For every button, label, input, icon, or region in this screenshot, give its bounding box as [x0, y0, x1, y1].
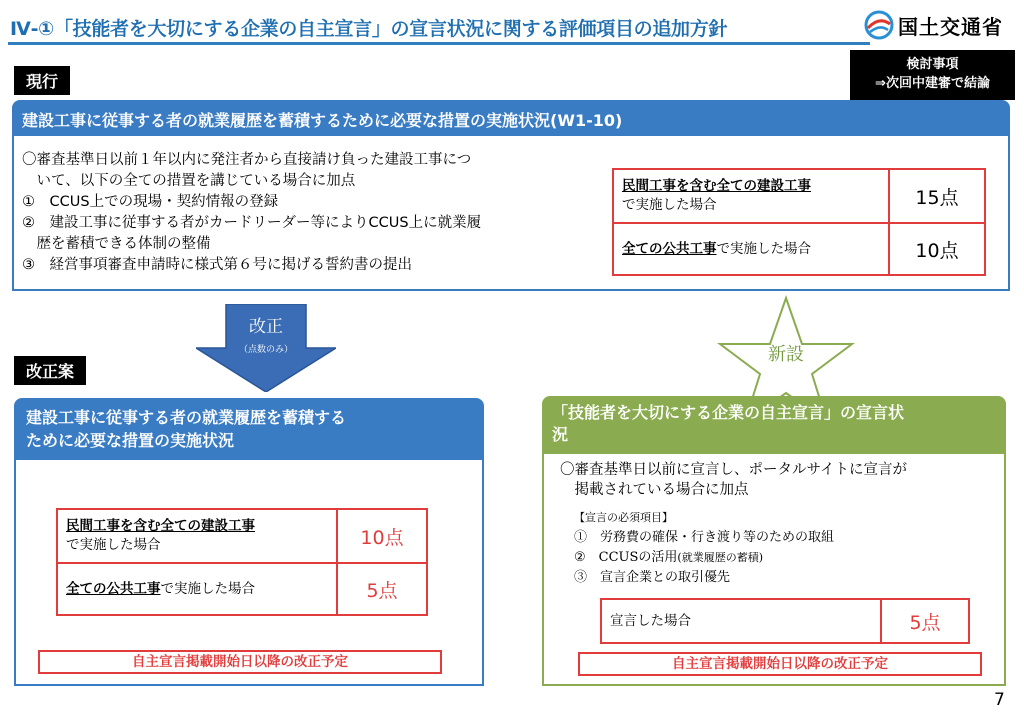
- requirements-title: 【宣言の必須項目】: [574, 511, 673, 524]
- table-row: [57, 563, 427, 615]
- current-line: ② 建設工事に従事する者がカードリーダー等によりCCUS上に就業履: [22, 215, 482, 231]
- revision-footer: 自主宣言掲載開始日以降の改正予定: [38, 650, 442, 674]
- page-title: Ⅳ-①「技能者を大切にする企業の自主宣言」の宣言状況に関する評価項目の追加方針: [10, 18, 728, 40]
- new-heading-line: 「技能者を大切にする企業の自主宣言」の宣言状: [552, 403, 905, 422]
- points-label: 全ての公共工事で実施した場合: [613, 223, 889, 275]
- current-points-table: [612, 168, 986, 276]
- new-line: 〇審査基準日以前に宣言し、ポータルサイトに宣言が: [560, 462, 907, 478]
- current-line: ① CCUS上での現場・契約情報の登録: [22, 194, 279, 210]
- table-row: [613, 223, 985, 275]
- table-row: [57, 509, 427, 563]
- star-label: 新設: [768, 344, 804, 365]
- new-heading-line: 況: [552, 425, 569, 444]
- table-row: [601, 599, 969, 643]
- current-heading: 建設工事に従事する者の就業履歴を蓄積するために必要な措置の実施状況(W1-10): [12, 100, 1010, 136]
- points-label: 宣言した場合: [601, 599, 881, 643]
- note-line-2: ⇒次回中建審で結論: [875, 76, 990, 91]
- points-label: 民間工事を含む全ての建設工事 で実施した場合: [57, 509, 337, 563]
- points-value: 5点: [881, 599, 969, 643]
- current-description: [22, 150, 602, 276]
- current-line: 〇審査基準日以前１年以内に発注者から直接請け負った建設工事につ: [22, 152, 472, 168]
- points-value: 5点: [337, 563, 427, 615]
- requirement-item: ③ 宣言企業との取引優先: [574, 570, 731, 585]
- new-line: 掲載されている場合に加点: [560, 482, 749, 498]
- review-note: [850, 50, 1015, 100]
- points-label: 民間工事を含む全ての建設工事 で実施した場合: [613, 169, 889, 223]
- new-item-heading: [542, 396, 1006, 454]
- note-line-1: 検討事項: [906, 57, 959, 72]
- points-value: 10点: [337, 509, 427, 563]
- current-line: いて、以下の全ての措置を講じている場合に加点: [22, 173, 356, 189]
- table-row: [613, 169, 985, 223]
- revision-heading-line: 建設工事に従事する者の就業履歴を蓄積する: [26, 408, 347, 427]
- new-item-description: [560, 460, 907, 500]
- new-points-table: [600, 598, 970, 644]
- requirements-list: [574, 508, 834, 588]
- revision-heading: [14, 398, 484, 460]
- current-tag: 現行: [14, 66, 70, 95]
- page-number: 7: [994, 690, 1005, 710]
- mlit-logo: [864, 8, 1022, 42]
- revision-heading-line: ために必要な措置の実施状況: [26, 431, 235, 450]
- requirement-item: ② CCUSの活用(就業履歴の蓄積): [574, 550, 764, 565]
- requirement-item: ① 労務費の確保・行き渡り等のための取組: [574, 530, 835, 545]
- points-label: 全ての公共工事で実施した場合: [57, 563, 337, 615]
- current-line: 歴を蓄積できる体制の整備: [22, 236, 211, 252]
- new-item-footer: 自主宣言掲載開始日以降の改正予定: [578, 652, 982, 676]
- arrow-label: 改正: [249, 317, 283, 337]
- points-value: 15点: [889, 169, 985, 223]
- points-value: 10点: [889, 223, 985, 275]
- logo-text: 国土交通省: [898, 15, 1003, 39]
- revision-points-table: [56, 508, 428, 616]
- revision-tag: 改正案: [14, 356, 86, 385]
- arrow-sublabel: （点数のみ）: [238, 345, 293, 355]
- title-underline: [8, 42, 870, 45]
- mlit-emblem-icon: [864, 10, 894, 40]
- current-line: ③ 経営事項審査申請時に様式第６号に掲げる誓約書の提出: [22, 257, 412, 273]
